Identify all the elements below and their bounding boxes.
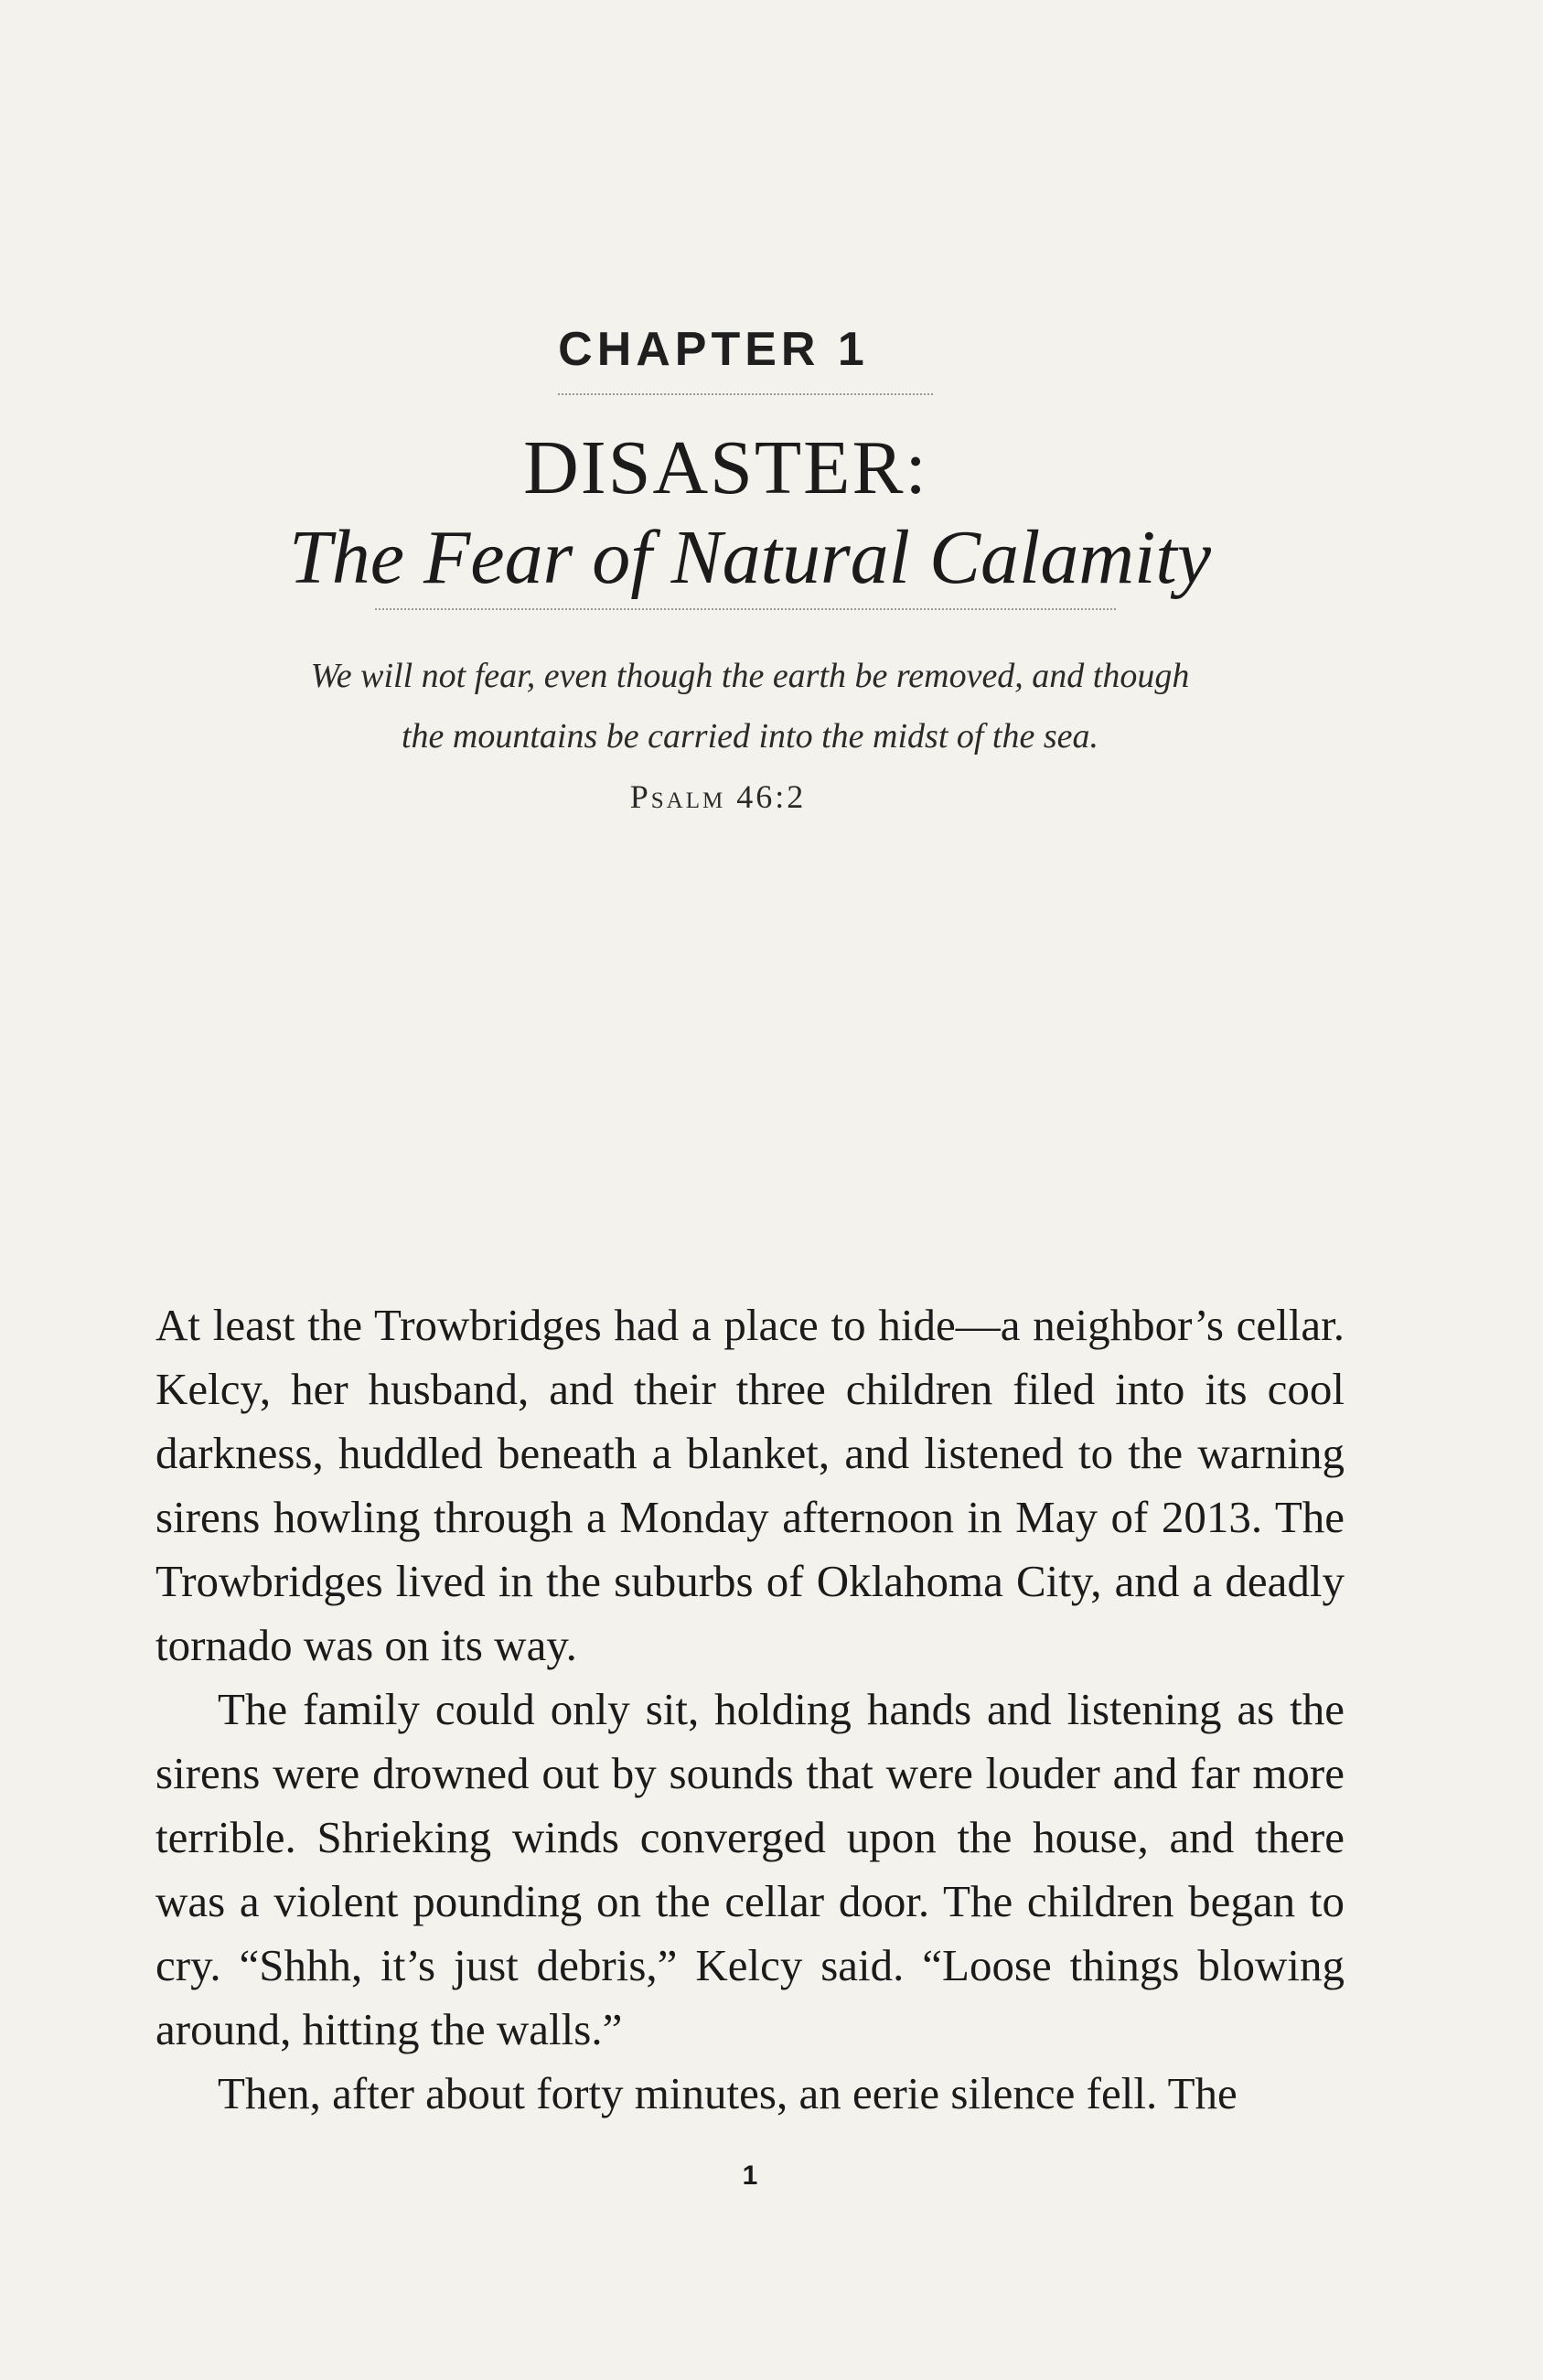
chapter-divider-top (558, 393, 933, 395)
chapter-label: CHAPTER 1 (558, 323, 869, 376)
chapter-title: DISASTER: (523, 425, 928, 510)
paragraph: At least the Trowbridges had a place to hide—a neighbor’s cellar. Kelcy, her husband, and their three children filed into its cool darkness, huddled beneath a blanket, and listened to the warning sirens howling through a Monday afternoon in May of 2013. The Trowbridges lived in the suburbs of Oklahoma City, and a deadly tornado was on its way. (155, 1300, 1345, 1670)
paragraph: Then, after about forty minutes, an eerie silence fell. The (218, 2068, 1238, 2118)
body-text (155, 1293, 1345, 2126)
epigraph (0, 646, 1500, 767)
epigraph-line-2: the mountains be carried into the midst of the sea. (401, 717, 1099, 756)
chapter-subtitle: The Fear of Natural Calamity (289, 515, 1211, 600)
chapter-divider-bottom (375, 608, 1116, 610)
epigraph-line-1: We will not fear, even though the earth be removed, and though (310, 657, 1190, 695)
paragraph: The family could only sit, holding hands and listening as the sirens were drowned out by sounds that were louder and far more terrible. Shrieking winds converged upon the house, and there was a violent pounding on the cellar door. The children began to cry. “Shhh, it’s just debris,” Kelcy said. “Loose things blowing around, hitting the walls.” (155, 1684, 1345, 2054)
epigraph-source: Psalm 46:2 (629, 778, 807, 815)
page-number: 1 (742, 2160, 758, 2191)
